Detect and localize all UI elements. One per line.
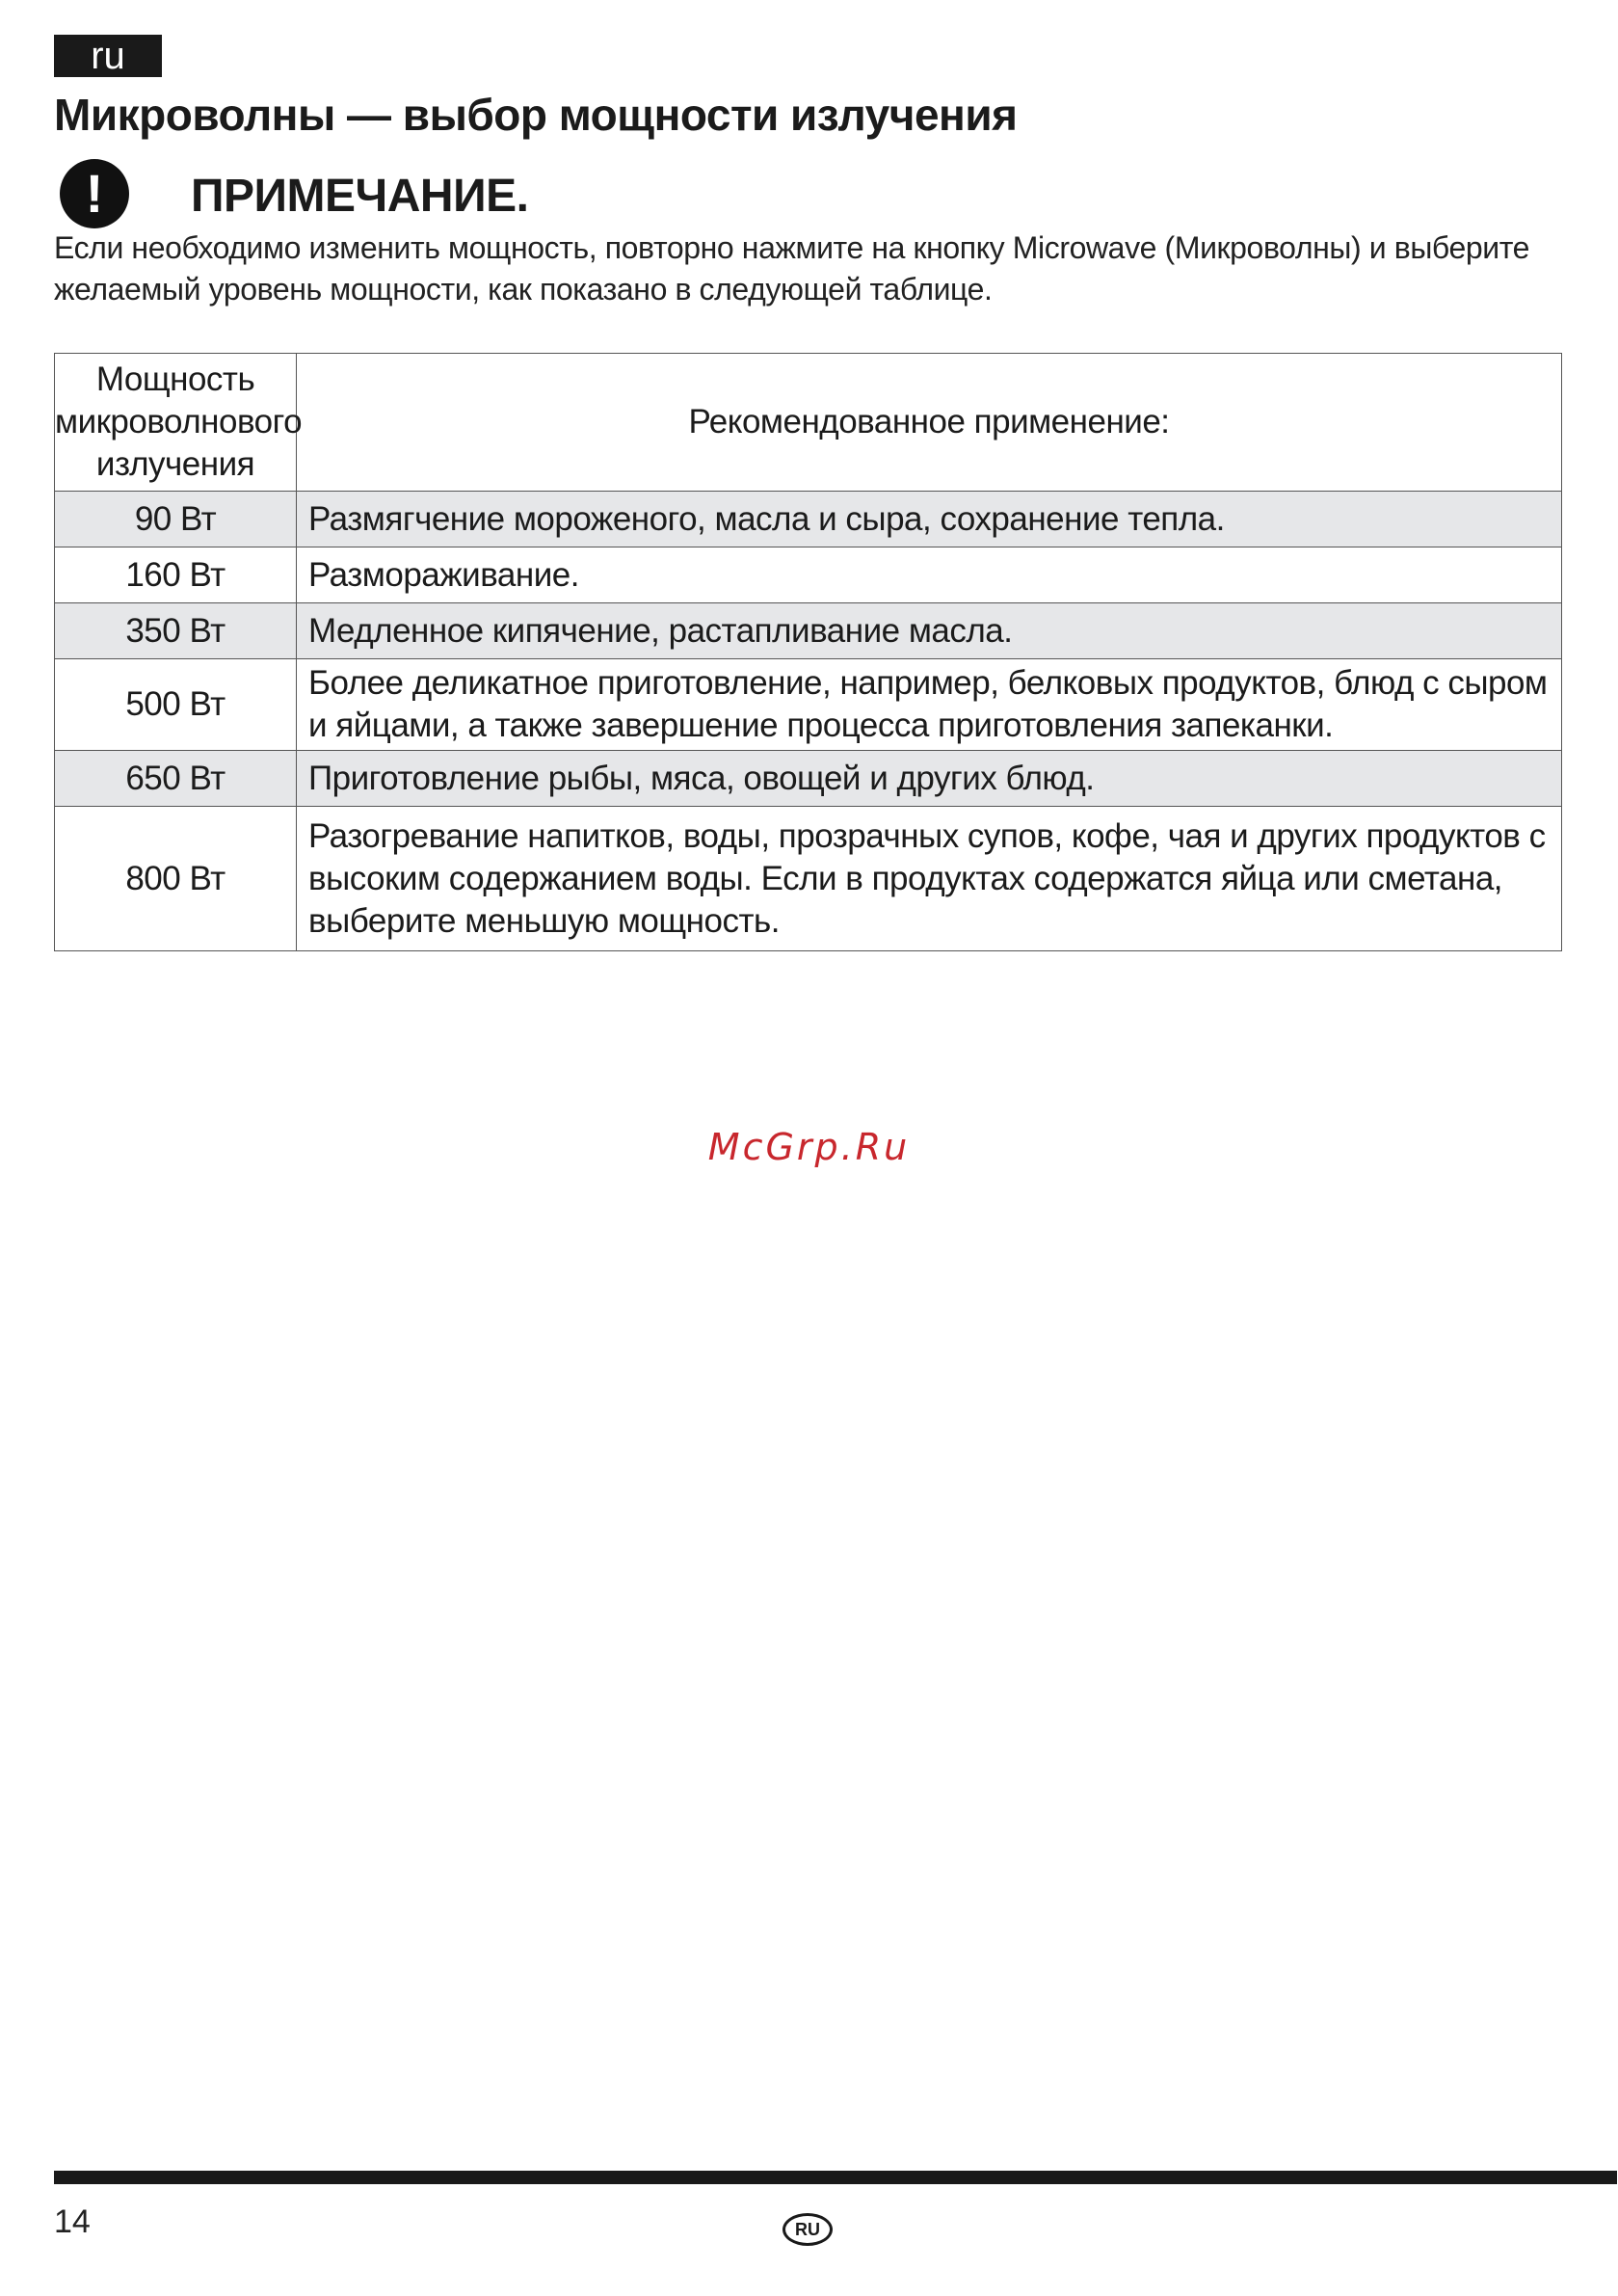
table-row	[55, 492, 1562, 547]
power-cell: 90 Вт	[55, 492, 297, 547]
table-row	[55, 603, 1562, 659]
power-table	[54, 353, 1562, 951]
watermark-link[interactable]: McGrp.Ru	[707, 1126, 911, 1168]
use-cell: Приготовление рыбы, мяса, овощей и других блюд.	[297, 751, 1562, 807]
language-badge: RU	[782, 2213, 833, 2246]
table-row	[55, 807, 1562, 951]
exclamation-icon: !	[60, 159, 129, 228]
note-text: Если необходимо изменить мощность, повторно нажмите на кнопку Microwave (Микроволны) и выберите желаемый уровень мощности, как показано в следующей таблице.	[54, 230, 1530, 307]
power-cell: 500 Вт	[55, 659, 297, 751]
table-row	[55, 751, 1562, 807]
power-cell: 650 Вт	[55, 751, 297, 807]
use-cell: Размораживание.	[297, 547, 1562, 603]
page-number: 14	[54, 2203, 91, 2240]
power-cell: 160 Вт	[55, 547, 297, 603]
header-power: Мощность микроволнового излучения	[55, 354, 297, 492]
table-header-row	[55, 354, 1562, 492]
use-cell: Размягчение мороженого, масла и сыра, сохранение тепла.	[297, 492, 1562, 547]
note-heading: ПРИМЕЧАНИЕ.	[191, 171, 529, 222]
table-row	[55, 659, 1562, 751]
use-cell: Более деликатное приготовление, например, белковых продуктов, блюд с сыром и яйцами, а также завершение процесса приготовления запеканки.	[297, 659, 1562, 751]
footer-divider	[54, 2171, 1617, 2184]
use-cell: Медленное кипячение, растапливание масла.	[297, 603, 1562, 659]
power-cell: 350 Вт	[55, 603, 297, 659]
power-cell: 800 Вт	[55, 807, 297, 951]
header-use: Рекомендованное применение:	[297, 354, 1562, 492]
language-tab: ru	[54, 35, 162, 77]
table-row	[55, 547, 1562, 603]
use-cell: Разогревание напитков, воды, прозрачных супов, кофе, чая и других продуктов с высоким содержанием воды. Если в продуктах содержатся яйца или сметана, выберите меньшую мощность.	[297, 807, 1562, 951]
page-title: Микроволны — выбор мощности излучения	[54, 90, 1018, 140]
